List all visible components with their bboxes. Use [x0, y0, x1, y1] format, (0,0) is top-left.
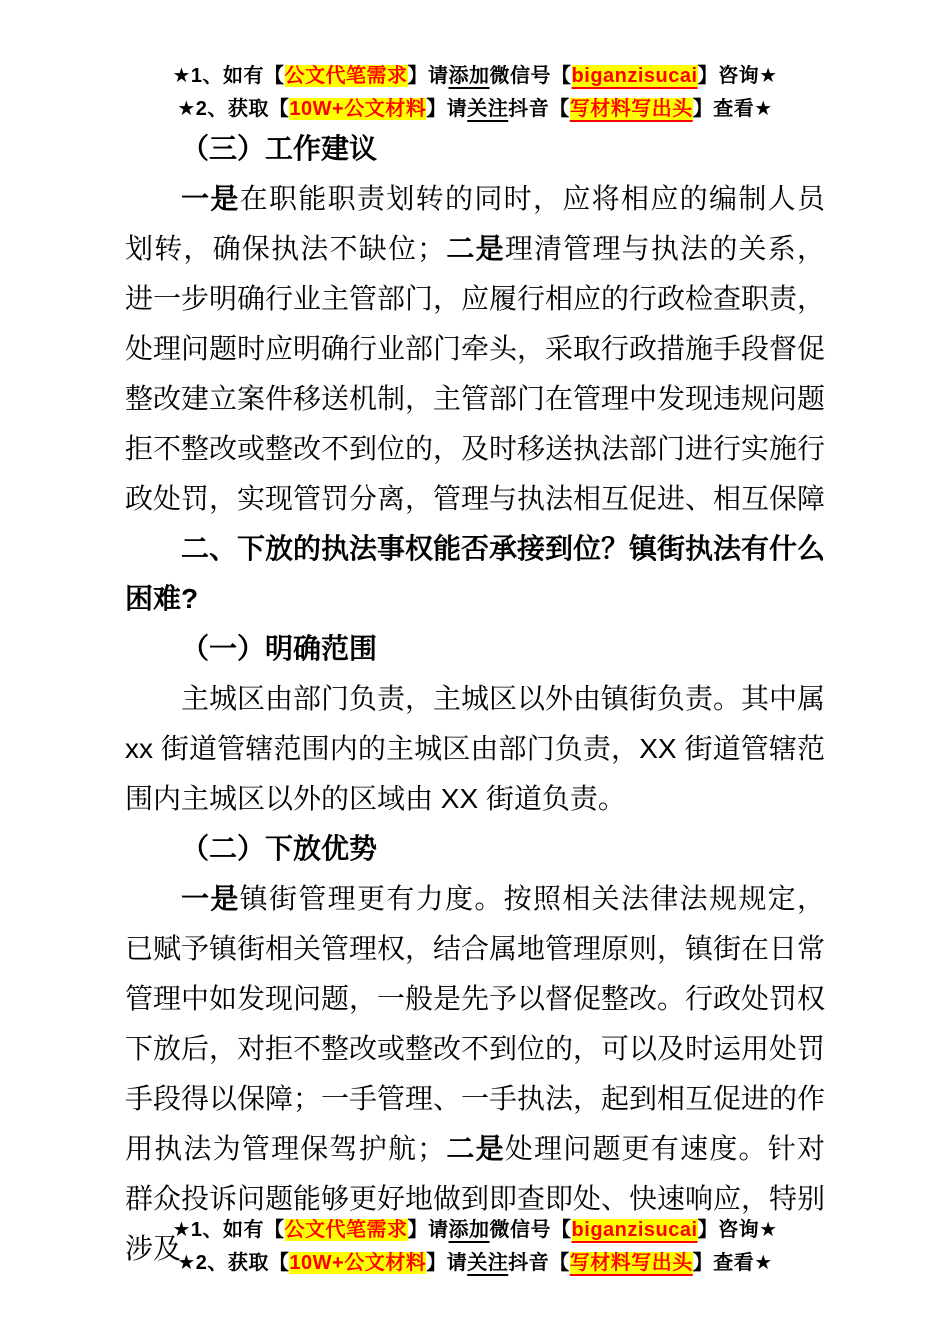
footer-line-1 [0, 1214, 950, 1247]
text-run: ★2、获取【 [177, 98, 290, 120]
text-run: 公文代笔需求 [284, 65, 408, 87]
text-run: （三）工作建议 [181, 133, 378, 164]
text-run: ★1、如有【 [172, 1219, 285, 1241]
body-paragraph [125, 174, 825, 524]
text-run: （一）明确范围 [181, 633, 378, 664]
page-footer [0, 1214, 950, 1280]
text-run: （二）下放优势 [181, 833, 378, 864]
text-run: 一是 [181, 183, 240, 214]
text-run: 写材料写出头 [569, 98, 693, 120]
text-run: biganzisucai [571, 65, 698, 87]
subsection-heading-work-suggestions [125, 124, 825, 174]
text-run: 主城区由部门负责，主城区以外由镇街负责。其中属 xx 街道管辖范围内的主城区由部门负责，XX 街道管辖范围内主城区以外的区域由 XX 街道负责。 [125, 683, 826, 814]
text-run: 关注 [467, 1252, 509, 1274]
text-run: 】请 [426, 1252, 468, 1274]
text-run: 】请 [407, 65, 449, 87]
footer-line-2 [0, 1247, 950, 1280]
text-run: 抖音【 [508, 1252, 570, 1274]
text-run: 】查看★ [692, 98, 773, 120]
text-run: 微信号【 [489, 65, 572, 87]
text-run: 二是 [445, 233, 505, 264]
subsection-heading-advantages [125, 824, 825, 874]
text-run: ★1、如有【 [172, 65, 285, 87]
text-run: 添加 [448, 65, 490, 87]
text-run: ★2、获取【 [177, 1252, 290, 1274]
text-run: 添加 [448, 1219, 490, 1241]
text-run: 处理问题更有速度。针对群众投诉问题能够更好地做到即查即处、快速响应，特别涉及 [125, 1133, 826, 1264]
text-run: 理清管理与执法的关系，进一步明确行业主管部门，应履行相应的行政检查职责，处理问题时应明确行业部门牵头，采取行政措施手段督促整改建立案件移送机制，主管部门在管理中发现违规问题拒不整改或整改不到位的，及时移送执法部门进行实施行政处罚，实现管罚分离，管理与执法相互促进、相互保障 [125, 233, 826, 514]
text-run: 】咨询★ [697, 65, 778, 87]
text-run: 二是 [445, 1133, 505, 1164]
text-run: 】请 [407, 1219, 449, 1241]
section-heading-question-2 [125, 524, 825, 624]
document-body [125, 124, 825, 1274]
subsection-heading-scope [125, 624, 825, 674]
text-run: 】请 [426, 98, 468, 120]
text-run: 公文代笔需求 [284, 1219, 408, 1241]
text-run: 】查看★ [692, 1252, 773, 1274]
text-run: 写材料写出头 [569, 1252, 693, 1274]
text-run: 微信号【 [489, 1219, 572, 1241]
text-run: 关注 [467, 98, 509, 120]
text-run: 10W+公文材料 [289, 1252, 427, 1274]
text-run: 10W+公文材料 [289, 98, 427, 120]
text-run: 二、下放的执法事权能否承接到位？镇街执法有什么困难? [125, 533, 826, 614]
text-run: 在职能职责划转的同时，应将相应的编制人员划转，确保执法不缺位； [125, 183, 825, 264]
body-paragraph [125, 674, 825, 824]
text-run: biganzisucai [571, 1219, 698, 1241]
header-line-2 [0, 93, 950, 126]
text-run: 抖音【 [508, 98, 570, 120]
text-run: 】咨询★ [697, 1219, 778, 1241]
page-header [0, 60, 950, 126]
text-run: 镇街管理更有力度。按照相关法律法规规定，已赋予镇街相关管理权，结合属地管理原则，镇街在日常管理中如发现问题，一般是先予以督促整改。行政处罚权下放后，对拒不整改或整改不到位的，可以及时运用处罚手段得以保障；一手管理、一手执法，起到相互促进的作用执法为管理保驾护航； [125, 883, 826, 1164]
text-run: 一是 [181, 883, 240, 914]
header-line-1 [0, 60, 950, 93]
